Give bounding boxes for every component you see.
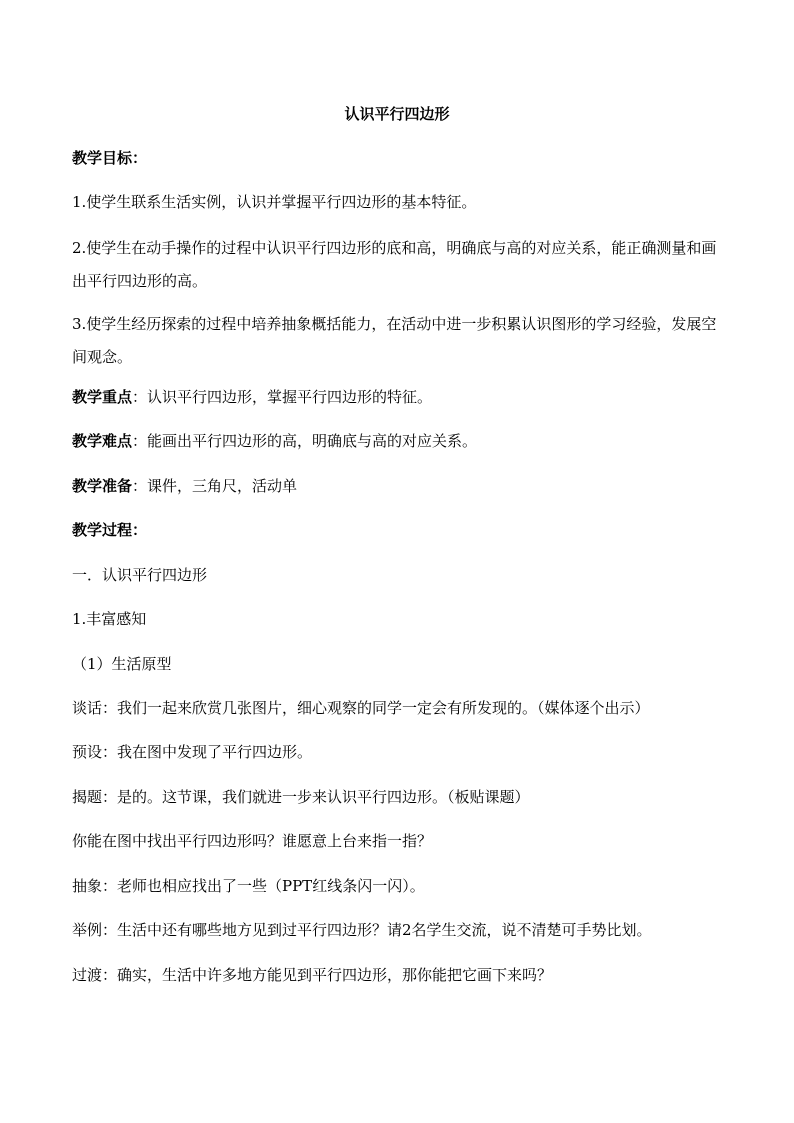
preparation-label: 教学准备 [72, 477, 133, 495]
process-paragraph: 过渡：确实，生活中许多地方能见到平行四边形，那你能把它画下来吗？ [72, 966, 553, 984]
process-paragraph: 揭题：是的。这节课，我们就进一步来认识平行四边形。（板贴课题） [72, 788, 530, 806]
process-paragraph: 你能在图中找出平行四边形吗？谁愿意上台来指一指？ [72, 832, 433, 850]
process-subsection-title: 1.丰富感知 [72, 610, 147, 628]
process-paragraph: 预设：我在图中发现了平行四边形。 [72, 743, 313, 761]
objective-item: 1.使学生联系生活实例，认识并掌握平行四边形的基本特征。 [72, 193, 477, 211]
process-subheading: （1）生活原型 [72, 655, 172, 673]
key-point-label: 教学重点 [72, 388, 133, 406]
difficulty-text: ：能画出平行四边形的高，明确底与高的对应关系。 [132, 432, 478, 450]
difficulty-line [72, 430, 724, 452]
process-heading: 教学过程： [72, 521, 148, 539]
key-point-text: ：认识平行四边形，掌握平行四边形的特征。 [132, 388, 433, 406]
process-paragraph: 举例：生活中还有哪些地方见到过平行四边形？请2名学生交流，说不清楚可手势比划。 [72, 921, 652, 939]
key-point-line [72, 386, 724, 408]
difficulty-label: 教学难点 [72, 432, 133, 450]
objective-item: 3.使学生经历探索的过程中培养抽象概括能力，在活动中进一步积累认识图形的学习经验，发展空间观念。 [72, 315, 717, 366]
preparation-text: ：课件，三角尺，活动单 [132, 477, 298, 495]
document-title: 认识平行四边形 [344, 105, 450, 123]
process-paragraph: 谈话：我们一起来欣赏几张图片，细心观察的同学一定会有所发现的。（媒体逐个出示） [72, 699, 650, 717]
process-section-title: 一．认识平行四边形 [72, 566, 208, 584]
process-paragraph: 抽象：老师也相应找出了一些（PPT红线条闪一闪）。 [72, 877, 425, 895]
preparation-line [72, 475, 724, 497]
objective-item: 2.使学生在动手操作的过程中认识平行四边形的底和高，明确底与高的对应关系，能正确测量和画出平行四边形的高。 [72, 239, 717, 290]
objectives-heading: 教学目标： [72, 149, 148, 167]
